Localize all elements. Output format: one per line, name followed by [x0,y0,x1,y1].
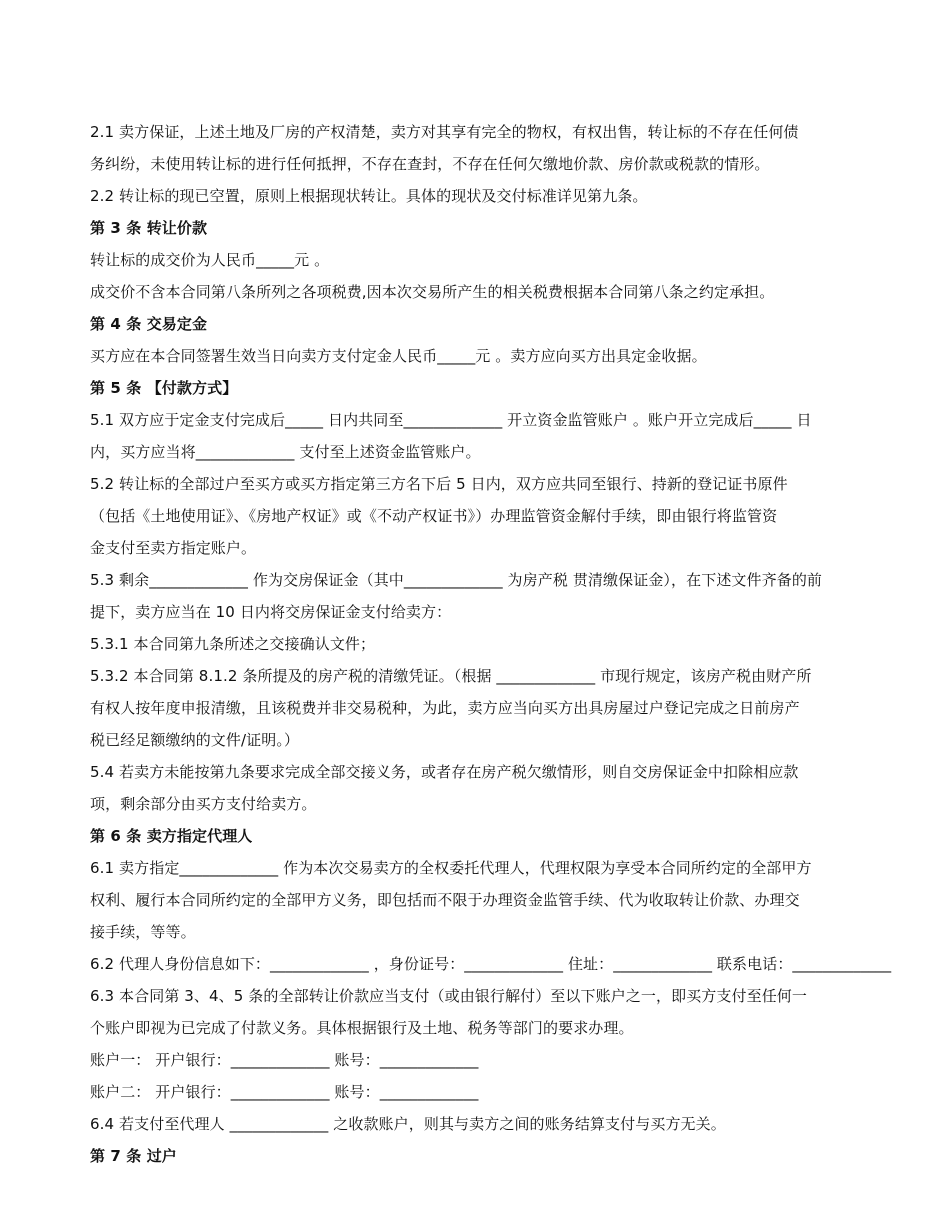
paragraph-line: 5.3.1 本合同第九条所述之交接确认文件； [90,635,376,653]
paragraph-line: 提下，卖方应当在 10 日内将交房保证金支付给卖方： [90,603,452,621]
paragraph-line: 账户一： 开户银行：_____________ 账号：_____________ [90,1051,479,1069]
contract-text [90,116,920,1172]
paragraph-line: 内，买方应当将_____________ 支付至上述资金监管账户。 [90,443,481,461]
paragraph-line: 税已经足额缴纳的文件/证明。） [90,731,300,749]
paragraph-line: 5.4 若卖方未能按第九条要求完成全部交接义务，或者存在房产税欠缴情形，则自交房保证金中扣除相应款 [90,763,799,781]
paragraph-line: 2.1 卖方保证，上述土地及厂房的产权清楚，卖方对其享有完全的物权，有权出售，转让标的不存在任何债 [90,123,799,141]
paragraph-line: 务纠纷，未使用转让标的进行任何抵押，不存在查封，不存在任何欠缴地价款、房价款或税款的情形。 [90,155,770,173]
paragraph-line: 6.1 卖方指定_____________ 作为本次交易卖方的全权委托代理人，代理权限为享受本合同所约定的全部甲方 [90,859,812,877]
paragraph-line: 6.4 若支付至代理人 _____________ 之收款账户，则其与卖方之间的账务结算支付与买方无关。 [90,1115,726,1133]
paragraph-line: 账户二： 开户银行：_____________ 账号：_____________ [90,1083,479,1101]
paragraph-line: 权利、履行本合同所约定的全部甲方义务，即包括而不限于办理资金监管手续、代为收取转让价款、办理交 [90,891,800,909]
section-heading: 第 6 条 卖方指定代理人 [90,827,253,845]
paragraph-line: 5.2 转让标的全部过户至买方或买方指定第三方名下后 5 日内，双方应共同至银行、持新的登记证书原件 [90,475,788,493]
paragraph-line: 6.2 代理人身份信息如下：_____________ ，身份证号：_____________ 住址：_____________ 联系电话：_____________ [90,955,892,973]
paragraph-line: 转让标的成交价为人民币_____元 。 [90,251,330,269]
paragraph-line: 5.1 双方应于定金支付完成后_____ 日内共同至_____________ 开立资金监管账户 。账户开立完成后_____ 日 [90,411,812,429]
paragraph-line: 2.2 转让标的现已空置，原则上根据现状转让。具体的现状及交付标准详见第九条。 [90,187,648,205]
paragraph-line: 接手续，等等。 [90,923,196,941]
section-heading: 第 4 条 交易定金 [90,315,208,333]
paragraph-line: （包括《土地使用证》、《房地产权证》或《不动产权证书》）办理监管资金解付手续，即由银行将监管资 [90,507,778,525]
paragraph-line: 项，剩余部分由买方支付给卖方。 [90,795,317,813]
paragraph-line: 金支付至卖方指定账户。 [90,539,257,557]
section-heading: 第 3 条 转让价款 [90,219,208,237]
section-heading: 第 7 条 过户 [90,1147,177,1165]
paragraph-line: 6.3 本合同第 3、4、5 条的全部转让价款应当支付（或由银行解付）至以下账户之一，即买方支付至任何一 [90,987,807,1005]
section-heading: 第 5 条 【付款方式】 [90,379,238,397]
paragraph-line: 个账户即视为已完成了付款义务。具体根据银行及土地、税务等部门的要求办理。 [90,1019,634,1037]
paragraph-line: 5.3.2 本合同第 8.1.2 条所提及的房产税的清缴凭证。（根据 _____________ 市现行规定，该房产税由财产所 [90,667,812,685]
paragraph-line: 有权人按年度申报清缴，且该税费并非交易税种，为此，卖方应当向买方出具房屋过户登记完成之日前房产 [90,699,800,717]
paragraph-line: 成交价不含本合同第八条所列之各项税费,因本次交易所产生的相关税费根据本合同第八条之约定承担。 [90,283,775,301]
paragraph-line: 买方应在本合同签署生效当日向卖方支付定金人民币_____元 。卖方应向买方出具定金收据。 [90,347,707,365]
paragraph-line: 5.3 剩余_____________ 作为交房保证金（其中_____________ 为房产税 贯清缴保证金），在下述文件齐备的前 [90,571,823,589]
